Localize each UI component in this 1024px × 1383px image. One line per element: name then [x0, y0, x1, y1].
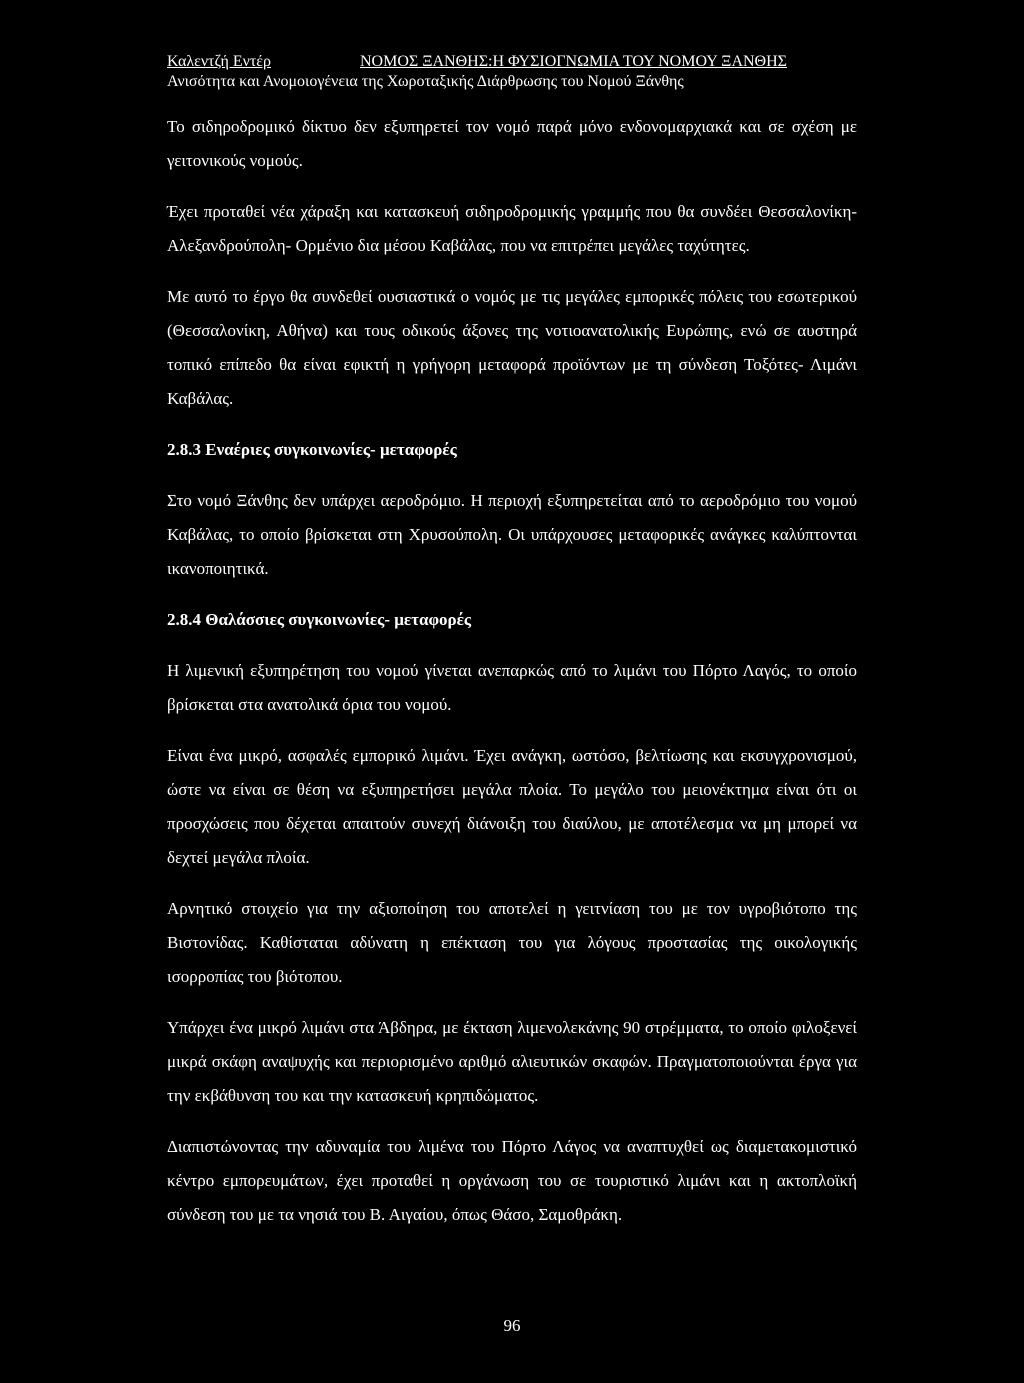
- document-body: [167, 110, 857, 1249]
- page-number: 96: [503, 1316, 521, 1335]
- running-header: [167, 52, 867, 92]
- section-heading-air: 2.8.3 Εναέριες συγκοινωνίες- μεταφορές: [167, 440, 457, 459]
- header-line: [167, 52, 867, 72]
- paragraph-airport: Στο νομό Ξάνθης δεν υπάρχει αεροδρόμιο. Η περιοχή εξυπηρετείται από το αεροδρόμιο του νομού Καβάλας, το οποίο βρίσκεται στη Χρυσούπολη. Οι υπάρχουσες μεταφορικές ανάγκες καλύπτονται ικανοποιητικά.: [167, 491, 857, 578]
- paragraph-railway-connection: Με αυτό το έργο θα συνδεθεί ουσιαστικά ο νομός με τις μεγάλες εμπορικές πόλεις του εσωτερικού (Θεσσαλονίκη, Αθήνα) και τους οδικούς άξονες της νοτιοανατολικής Ευρώπης, ενώ σε αυστηρά τοπικό επίπεδο θα είναι εφικτή η γρήγορη μεταφορά προϊόντων με τη σύνδεση Τοξότες- Λιμάνι Καβάλας.: [167, 287, 857, 408]
- paragraph-railway-proposal: Έχει προταθεί νέα χάραξη και κατασκευή σιδηροδρομικής γραμμής που θα συνδέει Θεσσαλονίκη- Αλεξανδρούπολη- Ορμένιο δια μέσου Καβάλας, που να επιτρέπει μεγάλες ταχύτητες.: [167, 202, 857, 255]
- header-title: ΝΟΜΟΣ ΞΑΝΘΗΣ:Η ΦΥΣΙΟΓΝΩΜΙΑ ΤΟΥ ΝΟΜΟΥ ΞΑΝΘΗΣ: [360, 53, 787, 70]
- header-author: Καλεντζή Εντέρ: [167, 53, 271, 70]
- paragraph-railway-network: Το σιδηροδρομικό δίκτυο δεν εξυπηρετεί τον νομό παρά μόνο ενδονομαρχιακά και σε σχέση με γειτονικούς νομούς.: [167, 117, 857, 170]
- paragraph-port-tourism: Διαπιστώνοντας την αδυναμία του λιμένα του Πόρτο Λάγος να αναπτυχθεί ως διαμετακομιστικό κέντρο εμπορευμάτων, έχει προταθεί η οργάνωση του σε τουριστικό λιμάνι και η ακτοπλοϊκή σύνδεση του με τα νησιά του Β. Αιγαίου, όπως Θάσο, Σαμοθράκη.: [167, 1137, 857, 1224]
- paragraph-port-avdira: Υπάρχει ένα μικρό λιμάνι στα Άβδηρα, με έκταση λιμενολεκάνης 90 στρέμματα, το οποίο φιλοξενεί μικρά σκάφη αναψυχής και περιορισμένο αριθμό αλιευτικών σκαφών. Πραγματοποιούνται έργα για την εκβάθυνση του και την κατασκευή κρηπιδώματος.: [167, 1018, 857, 1105]
- paragraph-port-lagos: Η λιμενική εξυπηρέτηση του νομού γίνεται ανεπαρκώς από το λιμάνι του Πόρτο Λαγός, το οποίο βρίσκεται στα ανατολικά όρια του νομού.: [167, 661, 857, 714]
- section-heading-sea: 2.8.4 Θαλάσσιες συγκοινωνίες- μεταφορές: [167, 610, 472, 629]
- header-subtitle: Ανισότητα και Ανομοιογένεια της Χωροταξικής Διάρθρωσης του Νομού Ξάνθης: [167, 73, 684, 90]
- paragraph-port-wetland: Αρνητικό στοιχείο για την αξιοποίηση του αποτελεί η γειτνίαση του με τον υγροβιότοπο της Βιστονίδας. Καθίσταται αδύνατη η επέκταση του για λόγους προστασίας της οικολογικής ισορροπίας του βιότοπου.: [167, 899, 857, 986]
- paragraph-port-condition: Είναι ένα μικρό, ασφαλές εμπορικό λιμάνι. Έχει ανάγκη, ωστόσο, βελτίωσης και εκσυγχρονισμού, ώστε να είναι σε θέση να εξυπηρετήσει μεγάλα πλοία. Το μεγάλο του μειονέκτημα είναι ότι οι προσχώσεις που δέχεται απαιτούν συνεχή διάνοιξη του διαύλου, με αποτέλεσμα να μη μπορεί να δεχτεί μεγάλα πλοία.: [167, 746, 857, 867]
